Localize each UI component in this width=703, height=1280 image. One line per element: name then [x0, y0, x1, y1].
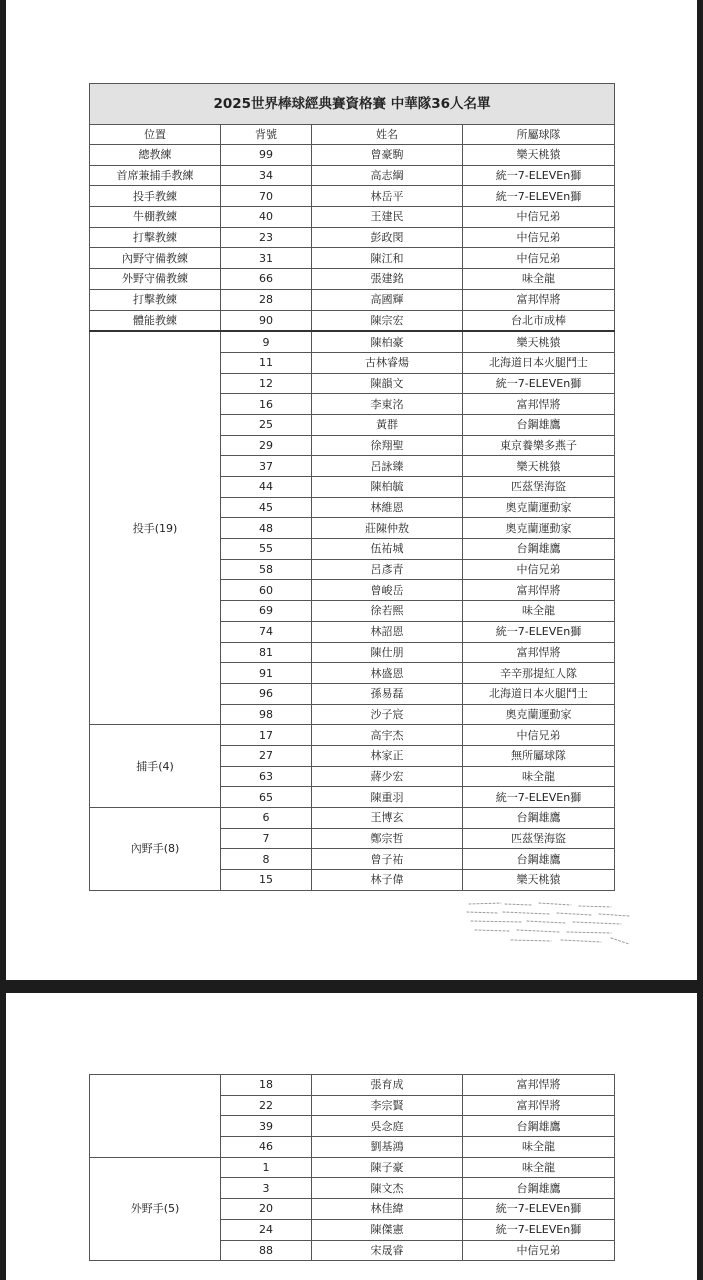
name-cell: 林家正	[312, 745, 463, 766]
number-cell: 65	[221, 787, 312, 808]
team-cell: 台鋼雄鷹	[463, 1178, 615, 1199]
table-row	[90, 808, 615, 829]
number-cell: 7	[221, 828, 312, 849]
table-row	[90, 1157, 615, 1178]
team-cell: 中信兄弟	[463, 248, 615, 269]
number-cell: 44	[221, 477, 312, 498]
team-cell: 富邦悍將	[463, 1075, 615, 1096]
number-cell: 27	[221, 745, 312, 766]
number-cell: 74	[221, 621, 312, 642]
team-cell: 味全龍	[463, 1137, 615, 1158]
team-cell: 匹茲堡海盜	[463, 828, 615, 849]
infielders-group-label: 內野手(8)	[90, 808, 221, 891]
table-row	[90, 186, 615, 207]
name-cell: 蔣少宏	[312, 766, 463, 787]
number-cell: 34	[221, 165, 312, 186]
name-cell: 伍祐城	[312, 539, 463, 560]
team-cell: 奧克蘭運動家	[463, 518, 615, 539]
name-cell: 王建民	[312, 207, 463, 228]
name-cell: 林詔恩	[312, 621, 463, 642]
team-cell: 中信兄弟	[463, 207, 615, 228]
name-cell: 王博玄	[312, 808, 463, 829]
team-cell: 奧克蘭運動家	[463, 704, 615, 725]
table-row	[90, 227, 615, 248]
number-cell: 1	[221, 1157, 312, 1178]
team-cell: 樂天桃猿	[463, 870, 615, 891]
table-row	[90, 248, 615, 269]
name-cell: 黃群	[312, 414, 463, 435]
header-number: 背號	[221, 125, 312, 145]
team-cell: 台鋼雄鷹	[463, 1116, 615, 1137]
number-cell: 20	[221, 1199, 312, 1220]
name-cell: 沙子宸	[312, 704, 463, 725]
header-team: 所屬球隊	[463, 125, 615, 145]
pitchers-group-label: 投手(19)	[90, 331, 221, 725]
team-cell: 中信兄弟	[463, 559, 615, 580]
number-cell: 24	[221, 1219, 312, 1240]
team-cell: 辛辛那提紅人隊	[463, 663, 615, 684]
name-cell: 林維恩	[312, 497, 463, 518]
position-cell: 投手教練	[90, 186, 221, 207]
number-cell: 28	[221, 289, 312, 310]
name-cell: 張育成	[312, 1075, 463, 1096]
team-cell: 富邦悍將	[463, 289, 615, 310]
number-cell: 98	[221, 704, 312, 725]
number-cell: 66	[221, 269, 312, 290]
name-cell: 曾豪駒	[312, 145, 463, 166]
table-row	[90, 310, 615, 331]
number-cell: 55	[221, 539, 312, 560]
team-cell: 富邦悍將	[463, 1095, 615, 1116]
name-cell: 林盛恩	[312, 663, 463, 684]
name-cell: 陳重羽	[312, 787, 463, 808]
team-cell: 味全龍	[463, 1157, 615, 1178]
name-cell: 鄭宗哲	[312, 828, 463, 849]
name-cell: 陳宗宏	[312, 310, 463, 331]
team-cell: 台北市成棒	[463, 310, 615, 331]
number-cell: 6	[221, 808, 312, 829]
name-cell: 陳韻文	[312, 373, 463, 394]
name-cell: 陳子豪	[312, 1157, 463, 1178]
name-cell: 古林睿煬	[312, 352, 463, 373]
number-cell: 22	[221, 1095, 312, 1116]
number-cell: 8	[221, 849, 312, 870]
team-cell: 奧克蘭運動家	[463, 497, 615, 518]
name-cell: 劉基鴻	[312, 1137, 463, 1158]
team-cell: 統一7-ELEVEn獅	[463, 186, 615, 207]
header-name: 姓名	[312, 125, 463, 145]
name-cell: 曾子祐	[312, 849, 463, 870]
number-cell: 9	[221, 331, 312, 352]
team-cell: 富邦悍將	[463, 642, 615, 663]
number-cell: 23	[221, 227, 312, 248]
number-cell: 11	[221, 352, 312, 373]
name-cell: 林佳緯	[312, 1199, 463, 1220]
name-cell: 徐翔聖	[312, 435, 463, 456]
position-cell: 打擊教練	[90, 227, 221, 248]
team-cell: 富邦悍將	[463, 580, 615, 601]
team-cell: 味全龍	[463, 766, 615, 787]
name-cell: 莊陳仲敖	[312, 518, 463, 539]
team-cell: 中信兄弟	[463, 1240, 615, 1261]
number-cell: 45	[221, 497, 312, 518]
name-cell: 高志綱	[312, 165, 463, 186]
name-cell: 張建銘	[312, 269, 463, 290]
infielders-group-continued	[90, 1075, 221, 1158]
table-row	[90, 207, 615, 228]
team-cell: 台鋼雄鷹	[463, 414, 615, 435]
roster-table	[89, 83, 615, 891]
team-cell: 統一7-ELEVEn獅	[463, 787, 615, 808]
team-cell: 台鋼雄鷹	[463, 539, 615, 560]
outfielders-group-label: 外野手(5)	[90, 1157, 221, 1260]
team-cell: 樂天桃猿	[463, 331, 615, 352]
number-cell: 99	[221, 145, 312, 166]
number-cell: 25	[221, 414, 312, 435]
team-cell: 味全龍	[463, 601, 615, 622]
name-cell: 李東洺	[312, 394, 463, 415]
team-cell: 統一7-ELEVEn獅	[463, 1199, 615, 1220]
position-cell: 體能教練	[90, 310, 221, 331]
number-cell: 37	[221, 456, 312, 477]
name-cell: 陳仕朋	[312, 642, 463, 663]
number-cell: 58	[221, 559, 312, 580]
name-cell: 李宗賢	[312, 1095, 463, 1116]
number-cell: 88	[221, 1240, 312, 1261]
team-cell: 中信兄弟	[463, 227, 615, 248]
number-cell: 17	[221, 725, 312, 746]
number-cell: 31	[221, 248, 312, 269]
name-cell: 陳文杰	[312, 1178, 463, 1199]
team-cell: 樂天桃猿	[463, 456, 615, 477]
name-cell: 彭政閔	[312, 227, 463, 248]
number-cell: 69	[221, 601, 312, 622]
team-cell: 統一7-ELEVEn獅	[463, 621, 615, 642]
name-cell: 高宇杰	[312, 725, 463, 746]
number-cell: 70	[221, 186, 312, 207]
number-cell: 12	[221, 373, 312, 394]
team-cell: 味全龍	[463, 269, 615, 290]
team-cell: 無所屬球隊	[463, 745, 615, 766]
roster-table-continued	[89, 1074, 615, 1261]
team-cell: 東京養樂多燕子	[463, 435, 615, 456]
faded-signature-mark	[461, 898, 636, 950]
number-cell: 40	[221, 207, 312, 228]
team-cell: 台鋼雄鷹	[463, 808, 615, 829]
team-cell: 富邦悍將	[463, 394, 615, 415]
catchers-group-label: 捕手(4)	[90, 725, 221, 808]
document-page-1	[6, 0, 697, 980]
name-cell: 陳傑憲	[312, 1219, 463, 1240]
table-row	[90, 331, 615, 352]
name-cell: 呂詠臻	[312, 456, 463, 477]
team-cell: 台鋼雄鷹	[463, 849, 615, 870]
name-cell: 林岳平	[312, 186, 463, 207]
table-row	[90, 725, 615, 746]
number-cell: 63	[221, 766, 312, 787]
name-cell: 陳柏豪	[312, 331, 463, 352]
number-cell: 15	[221, 870, 312, 891]
team-cell: 統一7-ELEVEn獅	[463, 1219, 615, 1240]
name-cell: 宋晟睿	[312, 1240, 463, 1261]
position-cell: 外野守備教練	[90, 269, 221, 290]
position-cell: 總教練	[90, 145, 221, 166]
name-cell: 高國輝	[312, 289, 463, 310]
name-cell: 徐若熙	[312, 601, 463, 622]
team-cell: 北海道日本火腿鬥士	[463, 683, 615, 704]
name-cell: 林子偉	[312, 870, 463, 891]
table-title: 2025世界棒球經典賽資格賽 中華隊36人名單	[90, 84, 615, 125]
team-cell: 匹茲堡海盜	[463, 477, 615, 498]
position-cell: 首席兼捕手教練	[90, 165, 221, 186]
number-cell: 48	[221, 518, 312, 539]
table-row	[90, 1075, 615, 1096]
position-cell: 打擊教練	[90, 289, 221, 310]
table-row	[90, 289, 615, 310]
name-cell: 孫易磊	[312, 683, 463, 704]
table-row	[90, 165, 615, 186]
number-cell: 18	[221, 1075, 312, 1096]
name-cell: 陳柏毓	[312, 477, 463, 498]
number-cell: 46	[221, 1137, 312, 1158]
number-cell: 91	[221, 663, 312, 684]
number-cell: 81	[221, 642, 312, 663]
number-cell: 60	[221, 580, 312, 601]
number-cell: 39	[221, 1116, 312, 1137]
table-row	[90, 145, 615, 166]
name-cell: 曾峻岳	[312, 580, 463, 601]
team-cell: 北海道日本火腿鬥士	[463, 352, 615, 373]
number-cell: 16	[221, 394, 312, 415]
name-cell: 呂彥青	[312, 559, 463, 580]
number-cell: 90	[221, 310, 312, 331]
team-cell: 中信兄弟	[463, 725, 615, 746]
position-cell: 內野守備教練	[90, 248, 221, 269]
table-row	[90, 269, 615, 290]
header-position: 位置	[90, 125, 221, 145]
name-cell: 吳念庭	[312, 1116, 463, 1137]
position-cell: 牛棚教練	[90, 207, 221, 228]
team-cell: 統一7-ELEVEn獅	[463, 165, 615, 186]
number-cell: 29	[221, 435, 312, 456]
number-cell: 96	[221, 683, 312, 704]
document-page-2	[6, 993, 697, 1280]
team-cell: 樂天桃猿	[463, 145, 615, 166]
number-cell: 3	[221, 1178, 312, 1199]
team-cell: 統一7-ELEVEn獅	[463, 373, 615, 394]
name-cell: 陳江和	[312, 248, 463, 269]
